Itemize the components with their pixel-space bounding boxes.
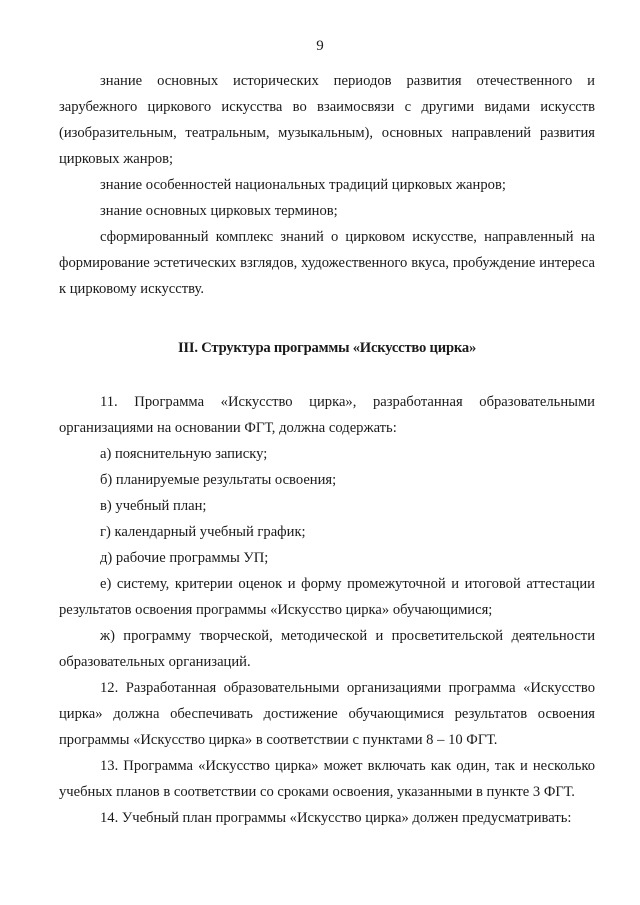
list-item-d: д) рабочие программы УП; bbox=[100, 550, 269, 566]
list-item-e: е) систему, критерии оценок и форму промежуточной и итоговой аттестации результатов освоения программы «Искусство цирка» обучающимися; bbox=[59, 576, 595, 618]
document-body bbox=[59, 68, 595, 831]
paragraph-item-14: 14. Учебный план программы «Искусство цирка» должен предусматривать: bbox=[100, 810, 572, 826]
section-heading: III. Структура программы «Искусство цирка» bbox=[177, 340, 477, 356]
list-item-zh: ж) программу творческой, методической и просветительской деятельности образовательных организаций. bbox=[59, 628, 595, 670]
page-number: 9 bbox=[316, 38, 324, 54]
list-item-g: г) календарный учебный график; bbox=[100, 524, 306, 540]
list-item-b: б) планируемые результаты освоения; bbox=[100, 472, 337, 488]
paragraph-history-knowledge: знание основных исторических периодов развития отечественного и зарубежного циркового искусства во взаимосвязи с другими видами искусств (изобразительным, театральным, музыкальным), основных направлений развития цирковых жанров; bbox=[59, 73, 595, 167]
paragraph-knowledge-complex: сформированный комплекс знаний о цирковом искусстве, направленный на формирование эстетических взглядов, художественного вкуса, пробуждение интереса к цирковому искусству. bbox=[59, 229, 595, 297]
paragraph-traditions-knowledge: знание особенностей национальных традиций цирковых жанров; bbox=[100, 177, 506, 193]
paragraph-item-13: 13. Программа «Искусство цирка» может включать как один, так и несколько учебных планов в соответствии со сроками освоения, указанными в пункте 3 ФГТ. bbox=[59, 758, 595, 800]
list-item-v: в) учебный план; bbox=[100, 498, 207, 514]
paragraph-item-12: 12. Разработанная образовательными организациями программа «Искусство цирка» должна обеспечивать достижение обучающимися результатов освоения программы «Искусство цирка» в соответствии с пунктами 8 – 10 ФГТ. bbox=[59, 680, 595, 748]
paragraph-item-11: 11. Программа «Искусство цирка», разработанная образовательными организациями на основании ФГТ, должна содержать: bbox=[59, 394, 595, 436]
paragraph-terms-knowledge: знание основных цирковых терминов; bbox=[100, 203, 338, 219]
list-item-a: а) пояснительную записку; bbox=[100, 446, 268, 462]
